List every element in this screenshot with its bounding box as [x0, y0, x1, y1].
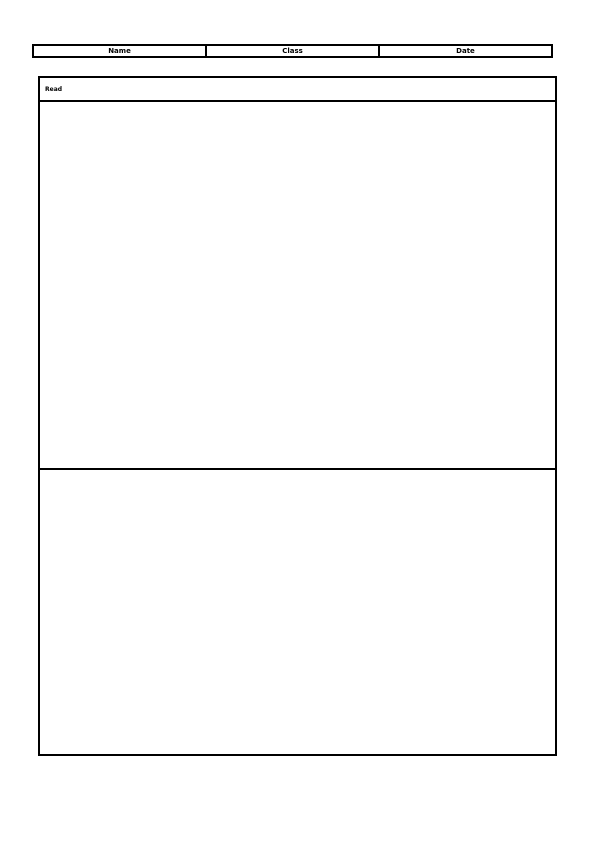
header-cell-name: Name — [34, 46, 207, 56]
header-table — [32, 44, 553, 58]
frame-title: Read — [40, 78, 555, 102]
reading-passage — [40, 102, 555, 470]
header-cell-date: Date — [456, 47, 475, 55]
questions-section — [40, 470, 555, 602]
worksheet-frame — [38, 76, 557, 756]
header-cell-class: Class — [207, 46, 380, 56]
